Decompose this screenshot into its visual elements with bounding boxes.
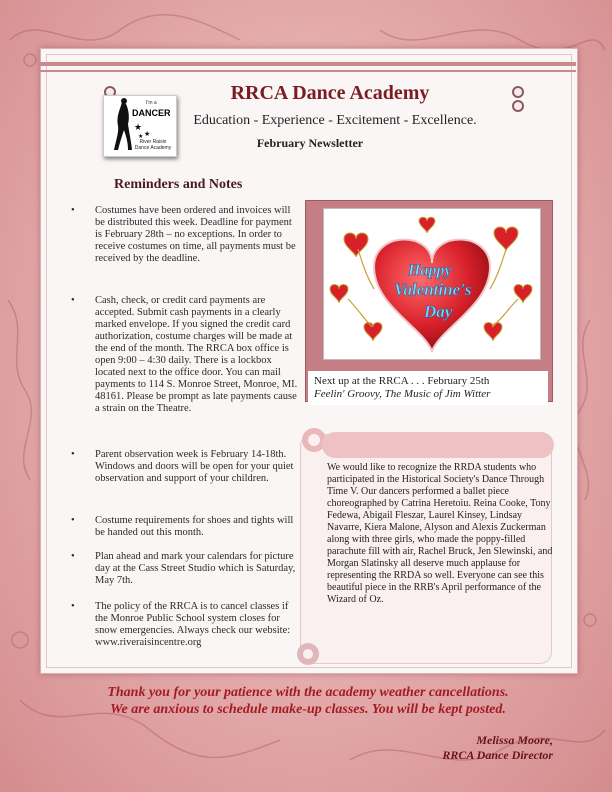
recognition-box <box>300 412 554 662</box>
recognition-tab <box>322 432 554 458</box>
svg-text:★: ★ <box>138 134 144 140</box>
thank-you-line1: Thank you for your patience with the academy weather cancellations. <box>107 685 509 700</box>
reminder-text: Costumes have been ordered and invoices will be distributed this week. Deadline for payment is February 28th – no exceptions. In order to receive costumes on time, all payments must be received by the deadline. <box>95 205 296 264</box>
signature <box>400 733 553 763</box>
event-caption-line2: Feelin' Groovy, The Music of Jim Witter <box>314 388 491 400</box>
signature-name: Melissa Moore, <box>476 733 553 747</box>
reminder-text: Plan ahead and mark your calendars for picture day at the Cass Street Studio which is Saturday, May 7th. <box>95 551 296 586</box>
valentine-happy: Happy <box>408 262 452 279</box>
reminder-text: Parent observation week is February 14-18th. Windows and doors will be open for your quiet observation and support of your children. <box>95 449 294 484</box>
valentine-image <box>323 208 541 360</box>
ring-ornament-right <box>512 86 524 98</box>
valentine-valentines: Valentine's <box>394 280 472 299</box>
reminder-text: The policy of the RRCA is to cancel classes if the Monroe Public School system closes for snow emergencies. Always check our website: www.riveraisincentre.org <box>95 601 291 648</box>
list-item <box>63 601 298 649</box>
bullet-icon: • <box>71 601 75 612</box>
reminder-text: Cash, check, or credit card payments are accepted. Submit cash payments in a clearly marked envelope. If you signed the credit card authorization, costume charges will be made at the end of the month. The RRCA box office is open 9:00 – 4:30 daily. There is a lockbox located next to the office door. You can mail payments to 114 S. Monroe Street, Monroe, MI. 48161. Please be prompt as late payments cause a strain on the Theatre. <box>95 295 298 414</box>
bullet-icon: • <box>71 515 75 526</box>
signature-title: RRCA Dance Director <box>442 748 553 762</box>
bullet-icon: • <box>71 295 75 306</box>
page-title: RRCA Dance Academy <box>230 82 430 104</box>
logo-name-line2: Dance Academy <box>134 145 172 151</box>
reminders-heading: Reminders and Notes <box>114 177 243 192</box>
valentine-day: Day <box>424 302 453 321</box>
recognition-text: We would like to recognize the RRDA students who participated in the Historical Society's Dance Through Time V. Our dancers performed a ballet piece choreographed by Catrina Heretoiu. Reina Cooke, Tony Fedewa, Abigail Fleszar, Laurel Kinsey, Lindsay Navarre, Kiera Malone, Alyson and Alexis Zuckerman along with three girls, who made the poppy-filled parachute fill with air, Rachel Bruck, Jen Slewinski, and Morgan Slatinsky all deserve much applause for representing the RRDA so well. Everyone can see this beautiful piece in the RRB's April performance of the Wizard of Oz. <box>327 462 553 605</box>
thank-you-message <box>58 684 558 718</box>
thank-you-line2: We are anxious to schedule make-up classes. You will be kept posted. <box>110 702 506 717</box>
top-stripe <box>40 62 576 66</box>
academy-logo <box>103 95 177 157</box>
list-item <box>63 551 298 587</box>
top-stripe-thin <box>40 70 576 72</box>
bullet-icon: • <box>71 205 75 216</box>
bullet-icon: • <box>71 449 75 460</box>
list-item <box>63 515 298 539</box>
svg-text:★: ★ <box>134 122 143 132</box>
list-item <box>63 205 298 265</box>
ring-ornament-right-lower <box>512 100 524 112</box>
logo-small-text: I'm a <box>146 100 157 106</box>
logo-dancer-text: DANCER <box>132 108 171 118</box>
logo-name-line1: River Raisin <box>139 139 167 145</box>
newsletter-subtitle: February Newsletter <box>256 136 364 150</box>
event-caption <box>308 371 548 405</box>
list-item <box>63 449 298 485</box>
event-caption-line1: Next up at the RRCA . . . February 25th <box>314 375 490 387</box>
tagline: Education - Experience - Excitement - Excellence. <box>193 113 477 128</box>
reminder-text: Costume requirements for shoes and tights will be handed out this month. <box>95 515 294 538</box>
heart-icon <box>324 209 540 359</box>
bullet-icon: • <box>71 551 75 562</box>
svg-text:★: ★ <box>144 130 151 138</box>
list-item <box>63 295 298 415</box>
